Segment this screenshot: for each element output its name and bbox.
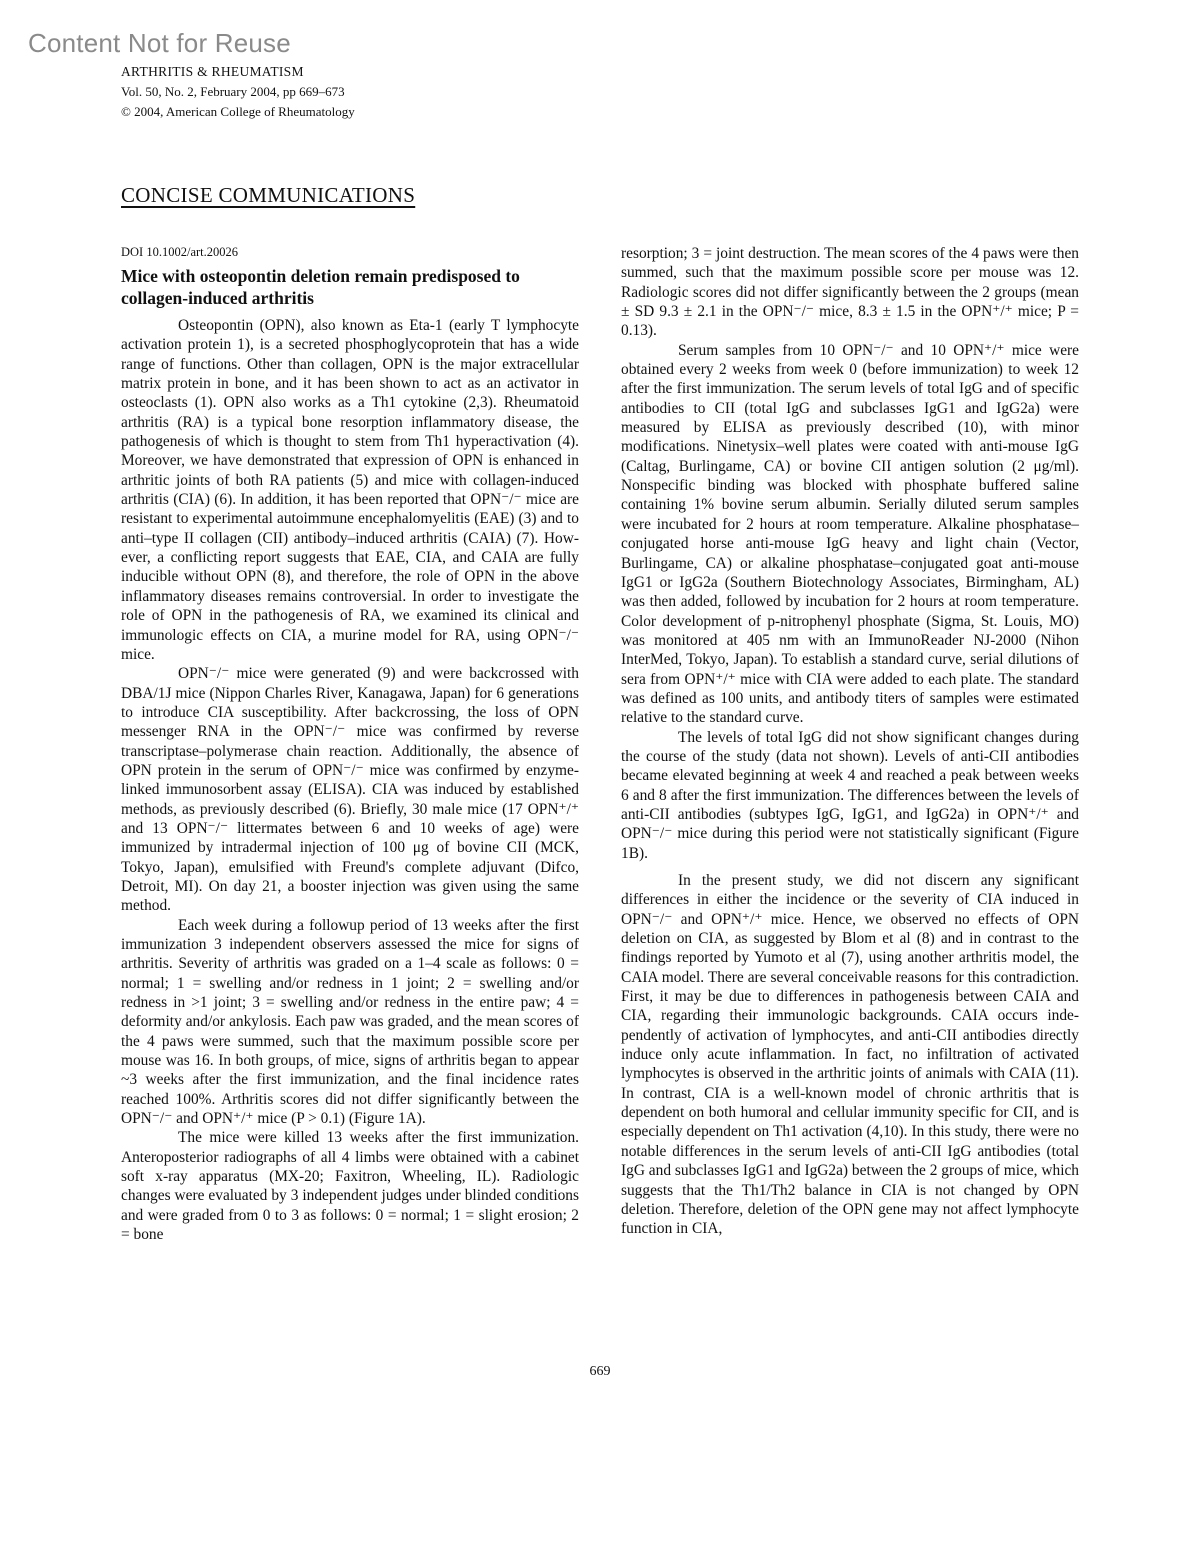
body-paragraph: The levels of total IgG did not show significant changes during the course of the study (data not shown). Levels of anti-CII antibodies became elevated beginning at week 4 and reached a peak between weeks 6 and 8 after the first immunization. The differences between the levels of anti-CII antibodies (subtypes IgG, IgG1, and IgG2a) in OPN⁺/⁺ and OPN⁻/⁻ mice during this period were not statistically significant (Figure 1B). <box>621 728 1079 862</box>
journal-name: ARTHRITIS & RHEUMATISM <box>121 64 304 79</box>
body-paragraph-continued: resorption; 3 = joint destruction. The mean scores of the 4 paws were then summed, such that the maximum possible score per mouse was 12. Radiologic scores did not differ significantly between the 2 groups (mean ± SD 9.3 ± 2.1 in the OPN⁻/⁻ mice, 8.3 ± 1.5 in the OPN⁺/⁺ mice; P = 0.13). <box>621 245 1079 340</box>
journal-volume: Vol. 50, No. 2, February 2004, pp 669–673 <box>121 84 345 99</box>
left-column <box>121 244 579 1245</box>
journal-header <box>121 62 355 122</box>
body-paragraph: Osteopontin (OPN), also known as Eta-1 (early T lymphocyte activation protein 1), is a secreted phosphoglycoprotein that has a wide range of functions. Other than collagen, OPN is the major extracellular matrix protein in bone, and it has been shown to act as an activator in osteoclasts (1). OPN also works as a Th1 cytokine (2,3). Rheumatoid arthritis (RA) is a typical bone resorption inflammatory disease, the pathogenesis of which is thought to stem from Th1 hyperactivation (4). Moreover, we have demonstrated that expression of OPN is enhanced in arthritic joints of both RA patients (5) and mice with collagen-induced arthritis (CIA) (6). In addition, it has been reported that OPN⁻/⁻ mice are resistant to experimental autoimmune encephalomyelitis (EAE) (3) and to anti–type II collagen (CII) antibody–induced arthritis (CAIA) (7). However, a conflicting report suggests that EAE, CIA, and CAIA are fully inducible without OPN (8), and therefore, the role of OPN in the above inflammatory diseases remains controversial. In order to investigate the role of OPN in the pathogenesis of RA, we examined its clinical and immunologic effects on CIA, a murine model for RA, using OPN⁻/⁻ mice. <box>121 317 579 663</box>
right-column <box>621 244 1079 1239</box>
content-not-for-reuse-watermark: Content Not for Reuse <box>28 28 291 58</box>
section-title: CONCISE COMMUNICATIONS <box>121 183 416 207</box>
body-paragraph: Serum samples from 10 OPN⁻/⁻ and 10 OPN⁺/⁺ mice were obtained every 2 weeks from week 0 (before immunization) to week 12 after the first immunization. The serum levels of total IgG and of specific antibodies to CII (total IgG and subclasses IgG1 and IgG2a) were measured by ELISA as previously described (10), with minor modifications. Ninetysix–well plates were coated with anti-mouse IgG (Caltag, Burlingame, CA) or bovine CII antigen solution (2 μg/ml). Nonspecific binding was blocked with phosphate buffered saline containing 1% bovine serum albumin. Serially diluted serum samples were incubated for 2 hours at room temperature. Alkaline phosphatase–conjugated horse anti-mouse IgG heavy and light chain (Vector, Burlingame, CA) or alkaline phosphatase–conjugated goat anti-mouse IgG1 or IgG2a (Southern Biotechnology Associates, Birmingham, AL) was then added, followed by incubation for 2 hours at room temperature. Color development of p-nitrophenyl phosphate (Sigma, St. Louis, MO) was monitored at 405 nm with an ImmunoReader NJ-2000 (Nihon InterMed, Tokyo, Japan). To establish a standard curve, serial dilutions of sera from OPN⁺/⁺ mice with CIA were added to each plate. The standard was defined as 100 units, and antibody titers of samples were estimated relative to the standard curve. <box>621 341 1079 727</box>
body-paragraph: Each week during a followup period of 13 weeks after the first immunization 3 independent observers assessed the mice for signs of arthritis. Severity of arthritis was graded on a 1–4 scale as follows: 0 = normal; 1 = swelling and/or redness in 1 joint; 2 = swelling and/or redness in >1 joint; 3 = swelling and/or redness in the entire paw; 4 = deformity and/or ankylosis. Each paw was graded, and the mean scores of the 4 paws were summed, such that the maximum possible score per mouse was 16. In both groups, of mice, signs of arthritis began to appear ~3 weeks after the first immunization, and the final incidence rates reached 100%. Arthritis scores did not differ significantly between the OPN⁻/⁻ and OPN⁺/⁺ mice (P > 0.1) (Figure 1A). <box>121 916 579 1128</box>
body-paragraph: In the present study, we did not discern any significant differences in either the incidence or the severity of CIA induced in OPN⁻/⁻ and OPN⁺/⁺ mice. Hence, we observed no effects of OPN deletion on CIA, as suggested by Blom et al (8) and in contrast to the findings reported by Yumoto et al (7), using another arthritis model, the CAIA model. There are several conceivable reasons for this contradiction. First, it may be due to differences in pathogenesis between CAIA and CIA, regarding their immunologic backgrounds. CAIA occurs independently of activation of lymphocytes, and anti-CII antibodies directly induce only acute inflammation. In fact, no infiltration of activated lymphocytes is observed in the arthritic joints of animals with CAIA (11). In contrast, CIA is a well-known model of chronic arthritis that is dependent on both humoral and cellular immunity specific for CII, and is especially dependent on Th1 activation (4,10). In this study, there were no notable differences in the serum levels of anti-CII IgG antibodies (total IgG and subclasses IgG1 and IgG2a) between the 2 groups of mice, which suggests that the Th1/Th2 balance in CIA is not changed by OPN deletion. Therefore, deletion of the OPN gene may not affect lymphocyte function in CIA, <box>621 872 1079 1238</box>
article-doi: DOI 10.1002/art.20026 <box>121 245 238 259</box>
page-number: 669 <box>589 1364 611 1379</box>
article-title: Mice with osteopontin deletion remain predisposed to collagen-induced arthritis <box>121 266 520 308</box>
body-paragraph: OPN⁻/⁻ mice were generated (9) and were backcrossed with DBA/1J mice (Nippon Charles River, Kanagawa, Japan) for 6 generations to introduce CIA susceptibility. After backcrossing, the loss of OPN messenger RNA in the OPN⁻/⁻ mice was confirmed by reverse transcriptase–polymerase chain reaction. Additionally, the absence of OPN protein in the serum of OPN⁻/⁻ mice was confirmed by enzyme-linked immunosorbent assay (ELISA). CIA was induced by established methods, as previously described (6). Briefly, 30 male mice (17 OPN⁺/⁺ and 13 OPN⁻/⁻ littermates between 6 and 10 weeks of age) were immunized by intradermal injection of 100 μg of bovine CII (MCK, Tokyo, Japan), emulsified with Freund's complete adjuvant (Difco, Detroit, MI). On day 21, a booster injection was given using the same method. <box>121 665 579 915</box>
journal-copyright: © 2004, American College of Rheumatology <box>121 104 355 119</box>
body-paragraph: The mice were killed 13 weeks after the first immunization. Anteroposterior radiographs of all 4 limbs were obtained with a cabinet soft x-ray apparatus (MX-20; Faxitron, Wheeling, IL). Radiologic changes were evaluated by 3 independent judges under blinded conditions and were graded from 0 to 3 as follows: 0 = normal; 1 = slight erosion; 2 = bone <box>121 1129 579 1244</box>
